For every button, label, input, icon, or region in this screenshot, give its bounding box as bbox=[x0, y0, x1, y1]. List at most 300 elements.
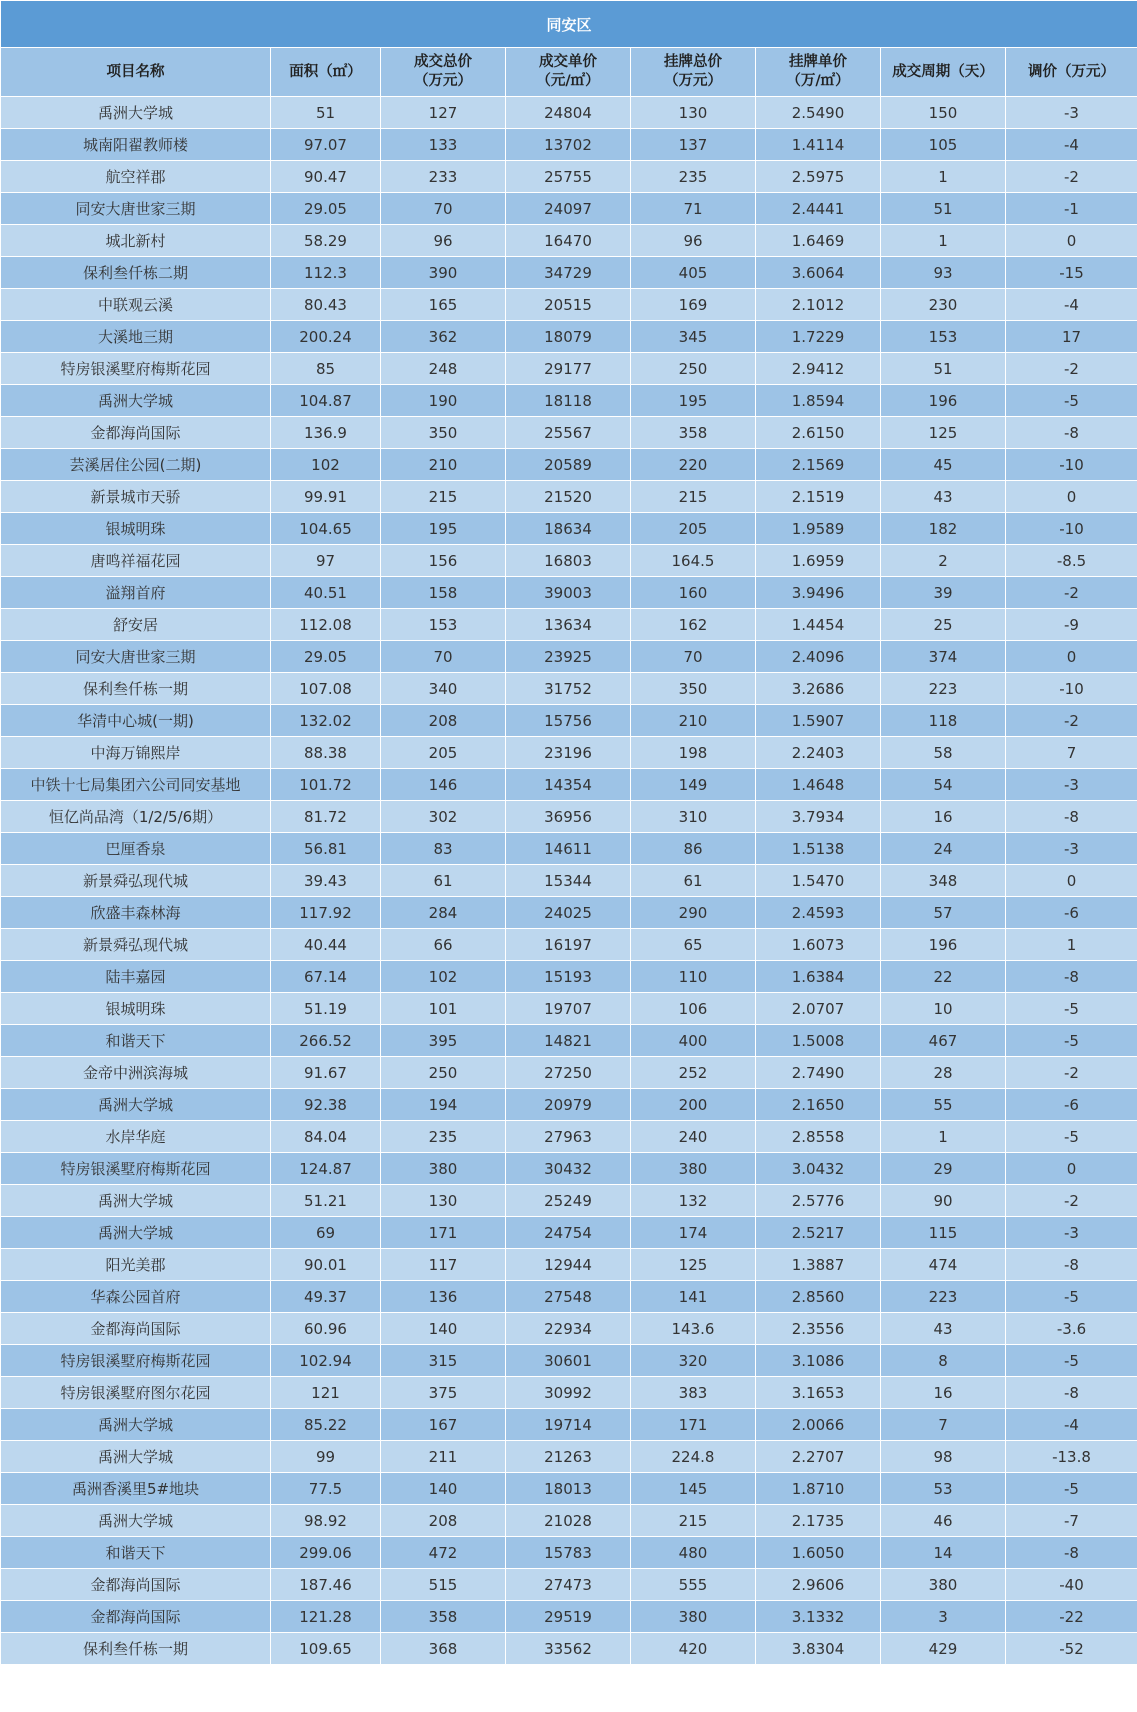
cell-listing-unit-price: 1.8710 bbox=[756, 1473, 881, 1505]
cell-project-name: 禹洲大学城 bbox=[1, 1409, 271, 1441]
cell-deal-total-price: 390 bbox=[381, 257, 506, 289]
cell-listing-total-price: 71 bbox=[631, 193, 756, 225]
cell-deal-unit-price: 18634 bbox=[506, 513, 631, 545]
cell-deal-cycle: 8 bbox=[881, 1345, 1006, 1377]
cell-project-name: 金都海尚国际 bbox=[1, 1313, 271, 1345]
cell-area: 266.52 bbox=[271, 1025, 381, 1057]
cell-deal-cycle: 182 bbox=[881, 513, 1006, 545]
table-row bbox=[1, 257, 1137, 289]
cell-area: 117.92 bbox=[271, 897, 381, 929]
cell-area: 40.44 bbox=[271, 929, 381, 961]
cell-listing-unit-price: 1.4648 bbox=[756, 769, 881, 801]
cell-deal-cycle: 16 bbox=[881, 801, 1006, 833]
header-deal-cycle: 成交周期（天） bbox=[881, 48, 1006, 97]
cell-area: 60.96 bbox=[271, 1313, 381, 1345]
cell-deal-unit-price: 19714 bbox=[506, 1409, 631, 1441]
header-deal-unit-price: 成交单价 （元/㎡） bbox=[506, 48, 631, 97]
table-row bbox=[1, 1473, 1137, 1505]
cell-price-adjustment: -5 bbox=[1006, 1121, 1137, 1153]
cell-deal-cycle: 150 bbox=[881, 97, 1006, 129]
table-row bbox=[1, 737, 1137, 769]
table-row bbox=[1, 1537, 1137, 1569]
cell-project-name: 禹洲大学城 bbox=[1, 385, 271, 417]
cell-deal-total-price: 83 bbox=[381, 833, 506, 865]
cell-area: 80.43 bbox=[271, 289, 381, 321]
cell-project-name: 保利叁仟栋一期 bbox=[1, 1633, 271, 1665]
cell-deal-total-price: 195 bbox=[381, 513, 506, 545]
cell-area: 104.65 bbox=[271, 513, 381, 545]
cell-listing-total-price: 215 bbox=[631, 1505, 756, 1537]
table-row bbox=[1, 769, 1137, 801]
table-row bbox=[1, 1089, 1137, 1121]
table-row bbox=[1, 1569, 1137, 1601]
cell-deal-unit-price: 21028 bbox=[506, 1505, 631, 1537]
cell-project-name: 中联观云溪 bbox=[1, 289, 271, 321]
cell-project-name: 特房银溪墅府梅斯花园 bbox=[1, 1153, 271, 1185]
cell-project-name: 城北新村 bbox=[1, 225, 271, 257]
cell-area: 136.9 bbox=[271, 417, 381, 449]
cell-price-adjustment: -2 bbox=[1006, 161, 1137, 193]
cell-price-adjustment: 7 bbox=[1006, 737, 1137, 769]
cell-listing-total-price: 198 bbox=[631, 737, 756, 769]
cell-deal-total-price: 515 bbox=[381, 1569, 506, 1601]
cell-listing-total-price: 171 bbox=[631, 1409, 756, 1441]
cell-listing-total-price: 61 bbox=[631, 865, 756, 897]
cell-project-name: 特房银溪墅府梅斯花园 bbox=[1, 353, 271, 385]
cell-listing-unit-price: 3.2686 bbox=[756, 673, 881, 705]
table-row bbox=[1, 1281, 1137, 1313]
cell-price-adjustment: -3 bbox=[1006, 1217, 1137, 1249]
cell-listing-total-price: 143.6 bbox=[631, 1313, 756, 1345]
table-row bbox=[1, 481, 1137, 513]
cell-area: 112.3 bbox=[271, 257, 381, 289]
cell-listing-total-price: 106 bbox=[631, 993, 756, 1025]
cell-project-name: 金都海尚国际 bbox=[1, 1601, 271, 1633]
cell-listing-total-price: 174 bbox=[631, 1217, 756, 1249]
table-row bbox=[1, 353, 1137, 385]
cell-deal-total-price: 140 bbox=[381, 1313, 506, 1345]
cell-deal-unit-price: 24754 bbox=[506, 1217, 631, 1249]
cell-deal-cycle: 51 bbox=[881, 353, 1006, 385]
cell-project-name: 和谐天下 bbox=[1, 1537, 271, 1569]
cell-deal-total-price: 210 bbox=[381, 449, 506, 481]
cell-project-name: 舒安居 bbox=[1, 609, 271, 641]
cell-project-name: 和谐天下 bbox=[1, 1025, 271, 1057]
cell-deal-cycle: 90 bbox=[881, 1185, 1006, 1217]
cell-project-name: 中海万锦熙岸 bbox=[1, 737, 271, 769]
cell-deal-unit-price: 25249 bbox=[506, 1185, 631, 1217]
cell-deal-unit-price: 20979 bbox=[506, 1089, 631, 1121]
cell-deal-unit-price: 24097 bbox=[506, 193, 631, 225]
cell-area: 101.72 bbox=[271, 769, 381, 801]
cell-deal-total-price: 208 bbox=[381, 705, 506, 737]
cell-deal-unit-price: 23196 bbox=[506, 737, 631, 769]
cell-price-adjustment: -3 bbox=[1006, 97, 1137, 129]
cell-price-adjustment: -13.8 bbox=[1006, 1441, 1137, 1473]
cell-area: 109.65 bbox=[271, 1633, 381, 1665]
cell-price-adjustment: 0 bbox=[1006, 1153, 1137, 1185]
cell-listing-unit-price: 2.1735 bbox=[756, 1505, 881, 1537]
table-row bbox=[1, 993, 1137, 1025]
cell-deal-unit-price: 33562 bbox=[506, 1633, 631, 1665]
cell-project-name: 禹洲大学城 bbox=[1, 1089, 271, 1121]
cell-listing-unit-price: 3.1086 bbox=[756, 1345, 881, 1377]
table-row bbox=[1, 609, 1137, 641]
cell-project-name: 禹洲大学城 bbox=[1, 1217, 271, 1249]
table-row bbox=[1, 321, 1137, 353]
cell-project-name: 禹洲香溪里5#地块 bbox=[1, 1473, 271, 1505]
cell-deal-unit-price: 29177 bbox=[506, 353, 631, 385]
cell-price-adjustment: 0 bbox=[1006, 865, 1137, 897]
cell-deal-unit-price: 14611 bbox=[506, 833, 631, 865]
cell-deal-cycle: 7 bbox=[881, 1409, 1006, 1441]
cell-deal-total-price: 340 bbox=[381, 673, 506, 705]
cell-deal-unit-price: 13634 bbox=[506, 609, 631, 641]
cell-price-adjustment: -8 bbox=[1006, 417, 1137, 449]
cell-listing-total-price: 224.8 bbox=[631, 1441, 756, 1473]
cell-deal-unit-price: 14821 bbox=[506, 1025, 631, 1057]
cell-area: 39.43 bbox=[271, 865, 381, 897]
cell-deal-cycle: 196 bbox=[881, 385, 1006, 417]
cell-deal-cycle: 2 bbox=[881, 545, 1006, 577]
cell-listing-total-price: 555 bbox=[631, 1569, 756, 1601]
cell-deal-total-price: 167 bbox=[381, 1409, 506, 1441]
cell-project-name: 保利叁仟栋二期 bbox=[1, 257, 271, 289]
cell-area: 112.08 bbox=[271, 609, 381, 641]
cell-deal-total-price: 250 bbox=[381, 1057, 506, 1089]
cell-price-adjustment: -10 bbox=[1006, 673, 1137, 705]
cell-listing-unit-price: 2.2707 bbox=[756, 1441, 881, 1473]
cell-area: 58.29 bbox=[271, 225, 381, 257]
cell-deal-total-price: 368 bbox=[381, 1633, 506, 1665]
cell-project-name: 禹洲大学城 bbox=[1, 1441, 271, 1473]
cell-deal-unit-price: 24025 bbox=[506, 897, 631, 929]
cell-listing-total-price: 290 bbox=[631, 897, 756, 929]
cell-listing-total-price: 125 bbox=[631, 1249, 756, 1281]
cell-area: 98.92 bbox=[271, 1505, 381, 1537]
cell-listing-total-price: 310 bbox=[631, 801, 756, 833]
cell-deal-unit-price: 36956 bbox=[506, 801, 631, 833]
cell-price-adjustment: 0 bbox=[1006, 481, 1137, 513]
cell-area: 107.08 bbox=[271, 673, 381, 705]
cell-project-name: 同安大唐世家三期 bbox=[1, 641, 271, 673]
cell-listing-unit-price: 2.7490 bbox=[756, 1057, 881, 1089]
cell-deal-cycle: 1 bbox=[881, 161, 1006, 193]
cell-deal-total-price: 153 bbox=[381, 609, 506, 641]
cell-area: 132.02 bbox=[271, 705, 381, 737]
cell-price-adjustment: -6 bbox=[1006, 897, 1137, 929]
cell-listing-total-price: 149 bbox=[631, 769, 756, 801]
cell-project-name: 中铁十七局集团六公司同安基地 bbox=[1, 769, 271, 801]
cell-deal-cycle: 39 bbox=[881, 577, 1006, 609]
cell-deal-total-price: 235 bbox=[381, 1121, 506, 1153]
cell-price-adjustment: -5 bbox=[1006, 993, 1137, 1025]
cell-project-name: 唐鸣祥福花园 bbox=[1, 545, 271, 577]
cell-project-name: 陆丰嘉园 bbox=[1, 961, 271, 993]
cell-price-adjustment: -5 bbox=[1006, 1345, 1137, 1377]
cell-deal-unit-price: 18079 bbox=[506, 321, 631, 353]
cell-deal-cycle: 14 bbox=[881, 1537, 1006, 1569]
cell-listing-total-price: 215 bbox=[631, 481, 756, 513]
cell-deal-cycle: 51 bbox=[881, 193, 1006, 225]
cell-deal-cycle: 10 bbox=[881, 993, 1006, 1025]
cell-deal-cycle: 93 bbox=[881, 257, 1006, 289]
cell-price-adjustment: -2 bbox=[1006, 705, 1137, 737]
cell-deal-total-price: 375 bbox=[381, 1377, 506, 1409]
cell-price-adjustment: -4 bbox=[1006, 129, 1137, 161]
cell-listing-unit-price: 2.1650 bbox=[756, 1089, 881, 1121]
cell-project-name: 金都海尚国际 bbox=[1, 417, 271, 449]
cell-deal-total-price: 140 bbox=[381, 1473, 506, 1505]
cell-area: 104.87 bbox=[271, 385, 381, 417]
cell-deal-total-price: 194 bbox=[381, 1089, 506, 1121]
cell-deal-total-price: 102 bbox=[381, 961, 506, 993]
cell-deal-unit-price: 15193 bbox=[506, 961, 631, 993]
cell-deal-total-price: 248 bbox=[381, 353, 506, 385]
cell-price-adjustment: -10 bbox=[1006, 513, 1137, 545]
cell-area: 51.19 bbox=[271, 993, 381, 1025]
cell-listing-total-price: 252 bbox=[631, 1057, 756, 1089]
cell-area: 56.81 bbox=[271, 833, 381, 865]
cell-listing-unit-price: 3.8304 bbox=[756, 1633, 881, 1665]
cell-listing-total-price: 200 bbox=[631, 1089, 756, 1121]
table-row bbox=[1, 1249, 1137, 1281]
cell-deal-unit-price: 20589 bbox=[506, 449, 631, 481]
cell-price-adjustment: -2 bbox=[1006, 353, 1137, 385]
cell-deal-unit-price: 16803 bbox=[506, 545, 631, 577]
cell-deal-total-price: 130 bbox=[381, 1185, 506, 1217]
cell-listing-total-price: 110 bbox=[631, 961, 756, 993]
cell-deal-total-price: 158 bbox=[381, 577, 506, 609]
table-row bbox=[1, 449, 1137, 481]
cell-price-adjustment: -22 bbox=[1006, 1601, 1137, 1633]
cell-listing-total-price: 240 bbox=[631, 1121, 756, 1153]
cell-project-name: 恒亿尚品湾（1/2/5/6期） bbox=[1, 801, 271, 833]
cell-price-adjustment: -9 bbox=[1006, 609, 1137, 641]
cell-area: 91.67 bbox=[271, 1057, 381, 1089]
cell-price-adjustment: -2 bbox=[1006, 577, 1137, 609]
cell-deal-unit-price: 27250 bbox=[506, 1057, 631, 1089]
cell-project-name: 银城明珠 bbox=[1, 993, 271, 1025]
cell-listing-total-price: 345 bbox=[631, 321, 756, 353]
cell-area: 121.28 bbox=[271, 1601, 381, 1633]
cell-deal-total-price: 70 bbox=[381, 193, 506, 225]
cell-deal-cycle: 25 bbox=[881, 609, 1006, 641]
cell-deal-total-price: 171 bbox=[381, 1217, 506, 1249]
cell-price-adjustment: 0 bbox=[1006, 641, 1137, 673]
cell-price-adjustment: -40 bbox=[1006, 1569, 1137, 1601]
table-row bbox=[1, 1409, 1137, 1441]
cell-project-name: 禹洲大学城 bbox=[1, 1185, 271, 1217]
cell-listing-total-price: 164.5 bbox=[631, 545, 756, 577]
cell-listing-total-price: 405 bbox=[631, 257, 756, 289]
cell-area: 51 bbox=[271, 97, 381, 129]
cell-price-adjustment: -5 bbox=[1006, 385, 1137, 417]
cell-deal-cycle: 43 bbox=[881, 1313, 1006, 1345]
cell-deal-cycle: 45 bbox=[881, 449, 1006, 481]
cell-price-adjustment: -3 bbox=[1006, 769, 1137, 801]
cell-area: 187.46 bbox=[271, 1569, 381, 1601]
cell-area: 99.91 bbox=[271, 481, 381, 513]
cell-deal-cycle: 43 bbox=[881, 481, 1006, 513]
cell-project-name: 芸溪居住公园(二期) bbox=[1, 449, 271, 481]
table-row bbox=[1, 385, 1137, 417]
cell-deal-unit-price: 31752 bbox=[506, 673, 631, 705]
cell-listing-total-price: 420 bbox=[631, 1633, 756, 1665]
cell-listing-total-price: 70 bbox=[631, 641, 756, 673]
cell-listing-total-price: 383 bbox=[631, 1377, 756, 1409]
cell-listing-unit-price: 2.1519 bbox=[756, 481, 881, 513]
table-row bbox=[1, 865, 1137, 897]
cell-listing-unit-price: 2.0066 bbox=[756, 1409, 881, 1441]
cell-deal-total-price: 66 bbox=[381, 929, 506, 961]
cell-listing-unit-price: 2.8560 bbox=[756, 1281, 881, 1313]
cell-listing-unit-price: 3.9496 bbox=[756, 577, 881, 609]
table-row bbox=[1, 673, 1137, 705]
table-header-row bbox=[1, 48, 1137, 97]
cell-project-name: 特房银溪墅府梅斯花园 bbox=[1, 1345, 271, 1377]
cell-deal-total-price: 380 bbox=[381, 1153, 506, 1185]
table-row bbox=[1, 929, 1137, 961]
cell-deal-unit-price: 19707 bbox=[506, 993, 631, 1025]
cell-project-name: 华森公园首府 bbox=[1, 1281, 271, 1313]
cell-project-name: 大溪地三期 bbox=[1, 321, 271, 353]
cell-listing-unit-price: 3.6064 bbox=[756, 257, 881, 289]
cell-deal-total-price: 284 bbox=[381, 897, 506, 929]
cell-area: 90.47 bbox=[271, 161, 381, 193]
cell-price-adjustment: -6 bbox=[1006, 1089, 1137, 1121]
cell-area: 69 bbox=[271, 1217, 381, 1249]
cell-deal-unit-price: 12944 bbox=[506, 1249, 631, 1281]
cell-listing-total-price: 358 bbox=[631, 417, 756, 449]
cell-deal-cycle: 153 bbox=[881, 321, 1006, 353]
cell-deal-total-price: 146 bbox=[381, 769, 506, 801]
cell-listing-unit-price: 1.5008 bbox=[756, 1025, 881, 1057]
cell-listing-unit-price: 2.4593 bbox=[756, 897, 881, 929]
cell-area: 29.05 bbox=[271, 641, 381, 673]
cell-deal-total-price: 127 bbox=[381, 97, 506, 129]
cell-listing-unit-price: 3.1332 bbox=[756, 1601, 881, 1633]
cell-deal-unit-price: 18118 bbox=[506, 385, 631, 417]
cell-listing-total-price: 380 bbox=[631, 1153, 756, 1185]
cell-deal-unit-price: 20515 bbox=[506, 289, 631, 321]
cell-area: 92.38 bbox=[271, 1089, 381, 1121]
cell-price-adjustment: -2 bbox=[1006, 1057, 1137, 1089]
header-price-adjustment: 调价（万元） bbox=[1006, 48, 1137, 97]
cell-deal-cycle: 223 bbox=[881, 1281, 1006, 1313]
cell-price-adjustment: 17 bbox=[1006, 321, 1137, 353]
cell-listing-total-price: 380 bbox=[631, 1601, 756, 1633]
cell-project-name: 城南阳翟教师楼 bbox=[1, 129, 271, 161]
cell-deal-cycle: 16 bbox=[881, 1377, 1006, 1409]
cell-area: 81.72 bbox=[271, 801, 381, 833]
cell-area: 121 bbox=[271, 1377, 381, 1409]
cell-listing-unit-price: 1.6050 bbox=[756, 1537, 881, 1569]
cell-price-adjustment: -3.6 bbox=[1006, 1313, 1137, 1345]
cell-deal-total-price: 350 bbox=[381, 417, 506, 449]
cell-deal-total-price: 215 bbox=[381, 481, 506, 513]
table-row bbox=[1, 1313, 1137, 1345]
table-row bbox=[1, 641, 1137, 673]
table-row bbox=[1, 1441, 1137, 1473]
cell-listing-unit-price: 1.6384 bbox=[756, 961, 881, 993]
cell-listing-total-price: 210 bbox=[631, 705, 756, 737]
cell-deal-unit-price: 25567 bbox=[506, 417, 631, 449]
cell-area: 124.87 bbox=[271, 1153, 381, 1185]
cell-deal-unit-price: 21520 bbox=[506, 481, 631, 513]
cell-deal-total-price: 190 bbox=[381, 385, 506, 417]
table-row bbox=[1, 833, 1137, 865]
cell-project-name: 溢翔首府 bbox=[1, 577, 271, 609]
cell-area: 40.51 bbox=[271, 577, 381, 609]
cell-price-adjustment: -3 bbox=[1006, 833, 1137, 865]
cell-deal-unit-price: 15344 bbox=[506, 865, 631, 897]
cell-deal-unit-price: 30992 bbox=[506, 1377, 631, 1409]
cell-listing-unit-price: 3.1653 bbox=[756, 1377, 881, 1409]
cell-listing-unit-price: 1.9589 bbox=[756, 513, 881, 545]
cell-price-adjustment: -2 bbox=[1006, 1185, 1137, 1217]
cell-listing-unit-price: 3.7934 bbox=[756, 801, 881, 833]
cell-deal-cycle: 24 bbox=[881, 833, 1006, 865]
cell-listing-total-price: 350 bbox=[631, 673, 756, 705]
table-row bbox=[1, 577, 1137, 609]
cell-listing-unit-price: 2.5490 bbox=[756, 97, 881, 129]
cell-deal-cycle: 474 bbox=[881, 1249, 1006, 1281]
cell-listing-unit-price: 1.5470 bbox=[756, 865, 881, 897]
cell-project-name: 新景舜弘现代城 bbox=[1, 865, 271, 897]
cell-deal-cycle: 53 bbox=[881, 1473, 1006, 1505]
cell-listing-unit-price: 3.0432 bbox=[756, 1153, 881, 1185]
cell-deal-cycle: 348 bbox=[881, 865, 1006, 897]
cell-listing-unit-price: 1.5907 bbox=[756, 705, 881, 737]
cell-area: 200.24 bbox=[271, 321, 381, 353]
cell-price-adjustment: -5 bbox=[1006, 1281, 1137, 1313]
cell-deal-cycle: 57 bbox=[881, 897, 1006, 929]
cell-deal-cycle: 105 bbox=[881, 129, 1006, 161]
table-row bbox=[1, 1377, 1137, 1409]
cell-listing-unit-price: 2.3556 bbox=[756, 1313, 881, 1345]
cell-deal-total-price: 358 bbox=[381, 1601, 506, 1633]
cell-deal-total-price: 205 bbox=[381, 737, 506, 769]
cell-project-name: 航空祥郡 bbox=[1, 161, 271, 193]
cell-project-name: 阳光美郡 bbox=[1, 1249, 271, 1281]
header-deal-total-price: 成交总价 （万元） bbox=[381, 48, 506, 97]
cell-deal-total-price: 156 bbox=[381, 545, 506, 577]
cell-deal-cycle: 429 bbox=[881, 1633, 1006, 1665]
cell-project-name: 保利叁仟栋一期 bbox=[1, 673, 271, 705]
cell-deal-total-price: 136 bbox=[381, 1281, 506, 1313]
cell-listing-unit-price: 2.4096 bbox=[756, 641, 881, 673]
table-row bbox=[1, 129, 1137, 161]
cell-listing-unit-price: 2.1569 bbox=[756, 449, 881, 481]
cell-deal-total-price: 233 bbox=[381, 161, 506, 193]
cell-listing-total-price: 86 bbox=[631, 833, 756, 865]
cell-listing-total-price: 160 bbox=[631, 577, 756, 609]
cell-price-adjustment: -8 bbox=[1006, 801, 1137, 833]
cell-deal-total-price: 61 bbox=[381, 865, 506, 897]
header-listing-unit-price: 挂牌单价 （万/㎡） bbox=[756, 48, 881, 97]
table-row bbox=[1, 1185, 1137, 1217]
cell-deal-cycle: 54 bbox=[881, 769, 1006, 801]
cell-project-name: 禹洲大学城 bbox=[1, 1505, 271, 1537]
cell-price-adjustment: -8 bbox=[1006, 1537, 1137, 1569]
cell-deal-cycle: 1 bbox=[881, 1121, 1006, 1153]
cell-listing-total-price: 130 bbox=[631, 97, 756, 129]
cell-listing-unit-price: 1.4454 bbox=[756, 609, 881, 641]
cell-deal-total-price: 395 bbox=[381, 1025, 506, 1057]
cell-deal-cycle: 22 bbox=[881, 961, 1006, 993]
cell-price-adjustment: -7 bbox=[1006, 1505, 1137, 1537]
